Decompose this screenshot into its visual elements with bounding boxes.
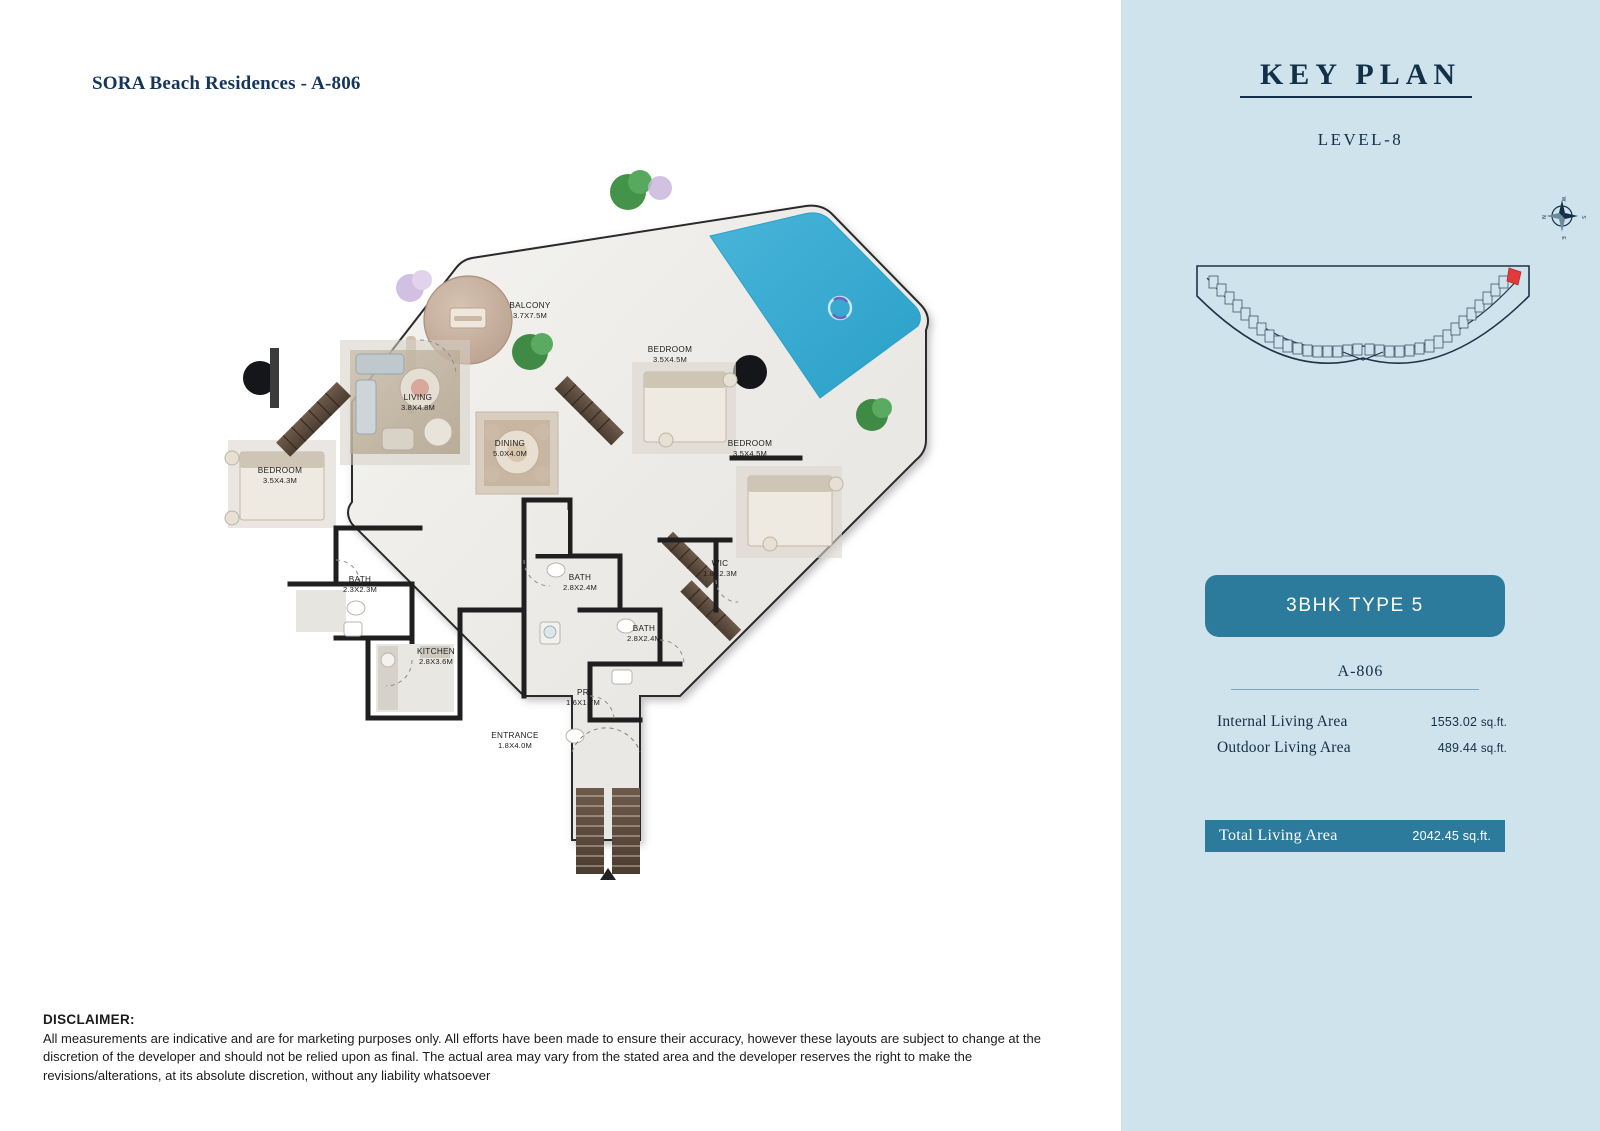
room-label-name: KITCHEN xyxy=(416,647,456,656)
area-value xyxy=(1438,741,1507,755)
total-living-area-bar xyxy=(1205,820,1505,852)
room-label-name: DINING xyxy=(494,439,526,448)
room-label-dims: 3.5X4.5M xyxy=(652,355,688,364)
room-label-name: ENTRANCE xyxy=(491,731,539,740)
area-unit: sq.ft. xyxy=(1480,743,1507,755)
area-number: 489.44 xyxy=(1437,741,1478,755)
room-label-dims: 1.8X2.3M xyxy=(702,569,738,578)
room-label-dims: 3.8X4.8M xyxy=(400,403,436,412)
area-label: Outdoor Living Area xyxy=(1217,739,1351,756)
svg-text:W: W xyxy=(1560,196,1566,202)
room-label-name: WIC xyxy=(711,559,729,568)
room-label-dims: 2.3X2.3M xyxy=(342,585,378,594)
total-area-value xyxy=(1412,829,1491,843)
total-area-label: Total Living Area xyxy=(1219,827,1338,844)
room-label-dims: 5.0X4.0M xyxy=(492,449,528,458)
room-label-dims: 3.5X4.5M xyxy=(732,449,768,458)
room-label-dims: 2.8X2.4M xyxy=(626,634,662,643)
room-label-dims: 3.5X4.3M xyxy=(262,476,298,485)
total-area-unit: sq.ft. xyxy=(1462,829,1491,843)
key-plan-building-map xyxy=(1193,260,1533,390)
unit-type-badge: 3BHK TYPE 5 xyxy=(1205,575,1505,637)
area-unit: sq.ft. xyxy=(1480,717,1507,729)
key-plan-level: LEVEL-8 xyxy=(1317,130,1404,149)
area-label: Internal Living Area xyxy=(1217,713,1348,730)
svg-text:E: E xyxy=(1560,236,1566,240)
room-label-name: BATH xyxy=(568,573,592,582)
area-number: 1553.02 xyxy=(1430,715,1478,729)
room-label-dims: 2.8X3.6M xyxy=(418,657,454,666)
room-label-dims: 1.8X4.0M xyxy=(497,741,533,750)
room-label-name: BEDROOM xyxy=(727,439,773,448)
disclaimer-heading: DISCLAIMER: xyxy=(43,1012,135,1027)
compass-icon xyxy=(1538,192,1586,240)
disclaimer-block xyxy=(43,1012,1083,1085)
room-label-name: BALCONY xyxy=(509,301,551,310)
key-plan-title-underline xyxy=(1240,96,1472,98)
area-row xyxy=(1217,713,1507,731)
page-title: SORA Beach Residences - A-806 xyxy=(92,73,361,94)
unit-code-divider xyxy=(1231,689,1479,690)
area-value xyxy=(1431,715,1507,729)
room-label-dims: 3.7X7.5M xyxy=(512,311,548,320)
room-label-name: BEDROOM xyxy=(257,466,303,475)
room-label-dims: 2.8X2.4M xyxy=(562,583,598,592)
room-label-name: BATH xyxy=(348,575,372,584)
bedroom-top-right-furniture xyxy=(632,362,737,454)
key-plan-title: KEY PLAN xyxy=(1259,58,1462,91)
svg-text:N: N xyxy=(1540,215,1546,219)
room-label-name: BEDROOM xyxy=(647,345,693,354)
svg-text:S: S xyxy=(1580,215,1586,219)
room-label-name: PR xyxy=(577,688,589,697)
bedroom-right-furniture xyxy=(736,466,843,558)
room-label-dims: 1.6X1.7M xyxy=(565,698,601,707)
room-label-name: LIVING xyxy=(403,393,433,402)
floorplan-drawing xyxy=(120,140,980,920)
area-summary xyxy=(1217,713,1507,765)
key-plan-pane xyxy=(1121,0,1600,1131)
total-area-number: 2042.45 xyxy=(1412,829,1460,843)
area-row xyxy=(1217,739,1507,757)
disclaimer-text: All measurements are indicative and are for marketing purposes only. All efforts have been made to ensure their accuracy, however these layouts are subject to change at the discretion of the developer and should not be relied upon as final. The actual area may vary from the stated area and the developer reserves the right to make the revisions/alterations, at its absolute discretion, without any liability whatsoever xyxy=(43,1031,1041,1083)
room-label-name: BATH xyxy=(632,624,656,633)
unit-location-marker xyxy=(1507,268,1521,285)
unit-code: A-806 xyxy=(1337,663,1384,680)
